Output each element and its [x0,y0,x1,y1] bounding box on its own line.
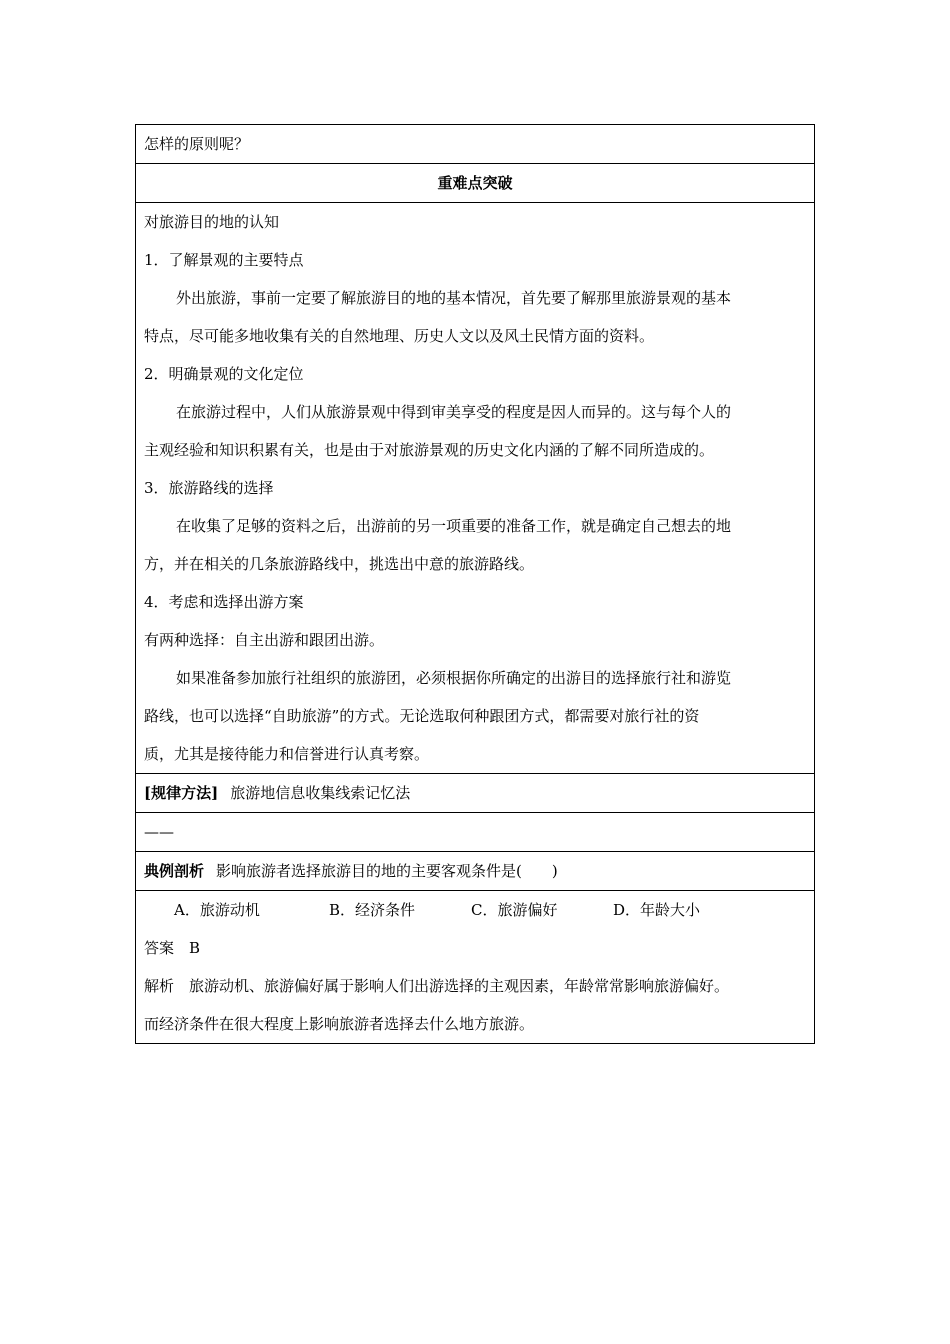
item4-paragraph-line3: 质，尤其是接待能力和信誉进行认真考察。 [144,745,430,763]
body-cell [136,203,815,774]
options-row [144,891,806,929]
body-heading: 对旅游目的地的认知 [144,213,280,231]
row-example-answer [136,891,815,1044]
method-label: [规律方法] [144,784,219,802]
method-text: 旅游地信息收集线索记忆法 [230,784,411,802]
section-title-cell [136,164,815,203]
item2-paragraph-line1: 在旅游过程中，人们从旅游景观中得到审美享受的程度是因人而异的。这与每个人的 [176,403,732,421]
item2-title: 2．明确景观的文化定位 [144,365,304,383]
row-section-title [136,164,815,203]
row-example-question [136,852,815,891]
row-body [136,203,815,774]
option-c: C．旅游偏好 [471,901,558,919]
analysis-line1: 解析 旅游动机、旅游偏好属于影响人们出游选择的主观因素，年龄常常影响旅游偏好。 [144,977,730,995]
section-title: 重难点突破 [437,174,513,192]
answer-line: 答案 B [144,939,201,957]
item1-paragraph-line1: 外出旅游，事前一定要了解旅游目的地的基本情况，首先要了解那里旅游景观的基本 [176,289,732,307]
item1-paragraph-line2: 特点，尽可能多地收集有关的自然地理、历史人文以及风土民情方面的资料。 [144,327,655,345]
option-a: A．旅游动机 [174,901,260,919]
item4-paragraph-line1: 如果准备参加旅行社组织的旅游团，必须根据你所确定的出游目的选择旅行社和游览 [176,669,732,687]
lesson-table [135,124,815,1044]
analysis-line2: 而经济条件在很大程度上影响旅游者选择去什么地方旅游。 [144,1015,535,1033]
item4-intro: 有两种选择：自主出游和跟团出游。 [144,631,385,649]
option-d: D．年龄大小 [613,901,701,919]
intro-text: 怎样的原则呢？ [144,135,250,153]
item1-title: 1．了解景观的主要特点 [144,251,304,269]
row-dash [136,813,815,852]
dash-text: —— [144,823,174,841]
intro-cell [136,125,815,164]
example-question: 影响旅游者选择旅游目的地的主要客观条件是( ) [216,862,558,880]
method-cell [136,774,815,813]
item2-paragraph-line2: 主观经验和知识积累有关，也是由于对旅游景观的历史文化内涵的了解不同所造成的。 [144,441,715,459]
item4-title: 4．考虑和选择出游方案 [144,593,304,611]
example-question-cell [136,852,815,891]
item3-paragraph-line2: 方，并在相关的几条旅游路线中，挑选出中意的旅游路线。 [144,555,535,573]
item3-title: 3．旅游路线的选择 [144,479,274,497]
example-answer-cell [136,891,815,1044]
row-method [136,774,815,813]
option-b: B．经济条件 [329,901,416,919]
dash-cell [136,813,815,852]
example-label: 典例剖析 [144,862,205,880]
row-intro [136,125,815,164]
item3-paragraph-line1: 在收集了足够的资料之后，出游前的另一项重要的准备工作，就是确定自己想去的地 [176,517,732,535]
item4-paragraph-line2: 路线，也可以选择“自助旅游”的方式。无论选取何种跟团方式，都需要对旅行社的资 [144,707,700,725]
